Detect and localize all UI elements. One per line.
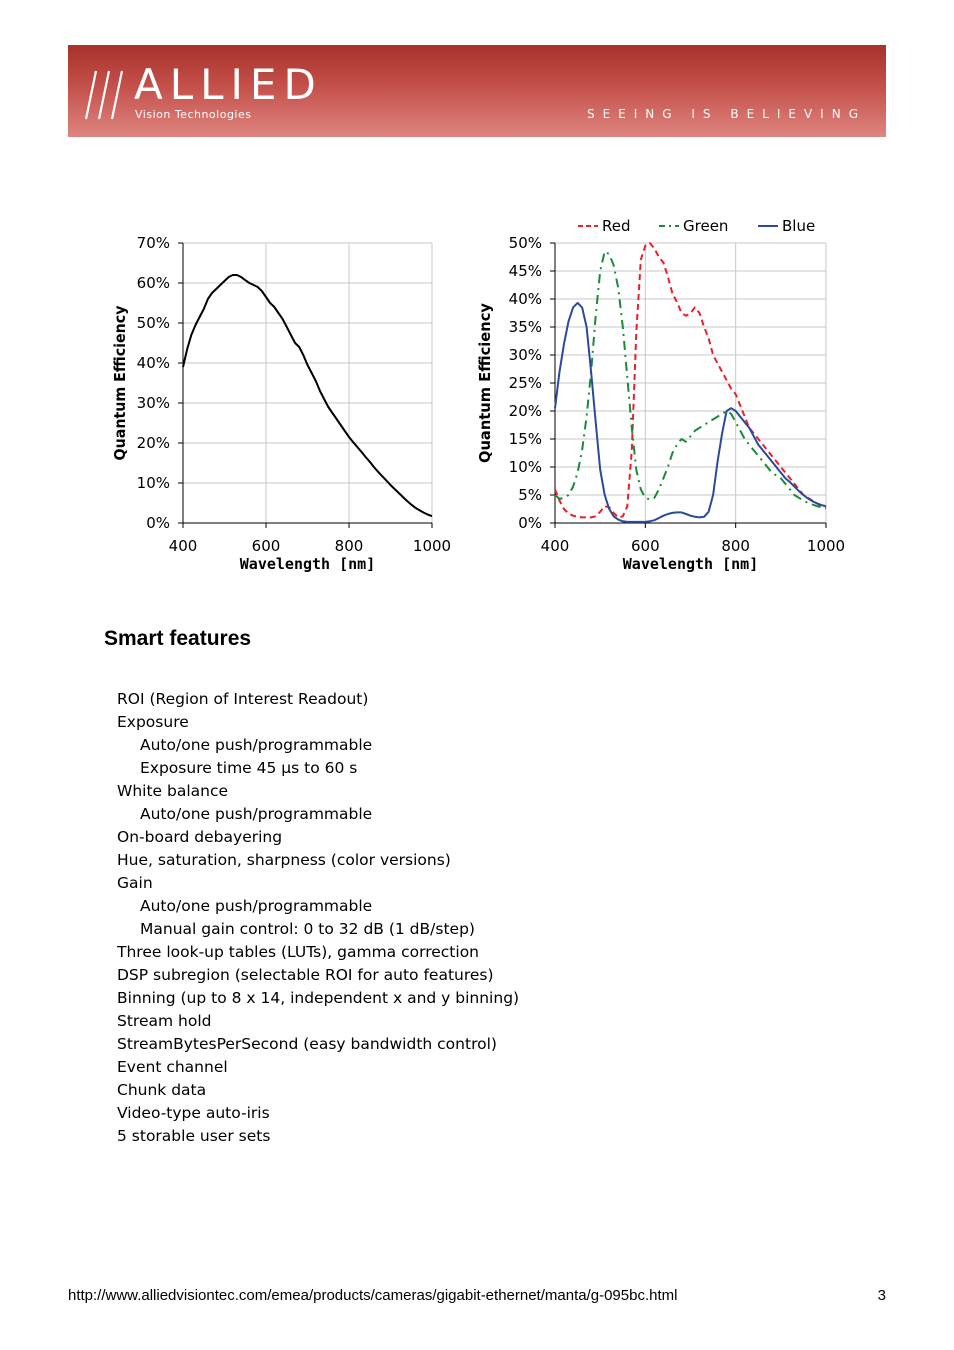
section-title: Smart features (104, 627, 252, 650)
feature-item: Gain (117, 874, 153, 892)
y-tick-label: 50% (508, 234, 542, 252)
feature-item: Event channel (117, 1058, 228, 1076)
logo-subtitle: Vision Technologies (135, 108, 252, 121)
y-tick-label: 70% (136, 234, 170, 252)
series-line-qe (183, 275, 432, 516)
x-tick-label: 400 (168, 537, 198, 555)
footer-url[interactable]: http://www.alliedvisiontec.com/emea/products/cameras/gigabit-ethernet/manta/g-095bc.html (68, 1287, 678, 1304)
feature-item: Auto/one push/programmable (140, 736, 373, 754)
color-qe-chart (470, 205, 850, 590)
feature-item: Stream hold (117, 1012, 212, 1030)
feature-item: Manual gain control: 0 to 32 dB (1 dB/step) (140, 920, 475, 938)
y-tick-label: 20% (136, 434, 170, 452)
x-tick-label: 1000 (412, 537, 452, 555)
feature-item: Chunk data (117, 1081, 207, 1099)
logo-slashes-icon (82, 63, 130, 123)
y-tick-label: 30% (508, 346, 542, 364)
x-axis-label: Wavelength [nm] (239, 555, 376, 573)
feature-item: 5 storable user sets (117, 1127, 271, 1145)
y-tick-label: 40% (136, 354, 170, 372)
x-tick-label: 1000 (806, 537, 846, 555)
legend-label: Red (602, 217, 631, 235)
logo-text: ALLIED (134, 60, 323, 109)
legend-label: Green (683, 217, 729, 235)
feature-item: Three look-up tables (LUTs), gamma correction (117, 943, 479, 961)
feature-item: Video-type auto-iris (117, 1104, 270, 1122)
feature-item: Hue, saturation, sharpness (color versions) (117, 851, 451, 869)
x-tick-label: 800 (334, 537, 364, 555)
series-line-green (555, 251, 826, 508)
y-tick-label: 50% (136, 314, 170, 332)
y-tick-label: 10% (136, 474, 170, 492)
y-tick-label: 10% (508, 458, 542, 476)
x-axis-label: Wavelength [nm] (622, 555, 759, 573)
series-line-blue (555, 303, 826, 522)
y-tick-label: 30% (136, 394, 170, 412)
feature-item: Exposure (117, 713, 189, 731)
x-tick-label: 600 (631, 537, 660, 555)
feature-item: StreamBytesPerSecond (easy bandwidth control) (117, 1035, 497, 1053)
y-tick-label: 0% (146, 514, 170, 532)
y-axis-label: Quantum Efficiency (111, 297, 129, 461)
x-tick-label: 400 (540, 537, 570, 555)
feature-item: White balance (117, 782, 229, 800)
y-tick-label: 25% (508, 374, 542, 392)
page-header (68, 45, 886, 137)
feature-item: ROI (Region of Interest Readout) (117, 690, 369, 708)
x-tick-label: 800 (721, 537, 750, 555)
feature-item: DSP subregion (selectable ROI for auto features) (117, 966, 494, 984)
x-tick-label: 600 (251, 537, 281, 555)
y-tick-label: 15% (508, 430, 542, 448)
feature-item: Auto/one push/programmable (140, 897, 373, 915)
y-tick-label: 5% (518, 486, 542, 504)
legend-label: Blue (782, 217, 816, 235)
page-number: 3 (877, 1287, 886, 1304)
feature-item: On-board debayering (117, 828, 283, 846)
y-tick-label: 60% (136, 274, 170, 292)
mono-qe-chart (100, 225, 465, 590)
series-line-red (555, 243, 826, 517)
tagline: SEEING IS BELIEVING (586, 107, 866, 121)
y-tick-label: 20% (508, 402, 542, 420)
feature-item: Binning (up to 8 x 14, independent x and y binning) (117, 989, 520, 1007)
y-tick-label: 45% (508, 262, 542, 280)
y-axis-label: Quantum Efficiency (476, 299, 494, 463)
features-list (117, 688, 519, 1148)
y-tick-label: 40% (508, 290, 542, 308)
y-tick-label: 0% (518, 514, 542, 532)
feature-item: Exposure time 45 µs to 60 s (140, 759, 358, 777)
y-tick-label: 35% (508, 318, 542, 336)
feature-item: Auto/one push/programmable (140, 805, 373, 823)
